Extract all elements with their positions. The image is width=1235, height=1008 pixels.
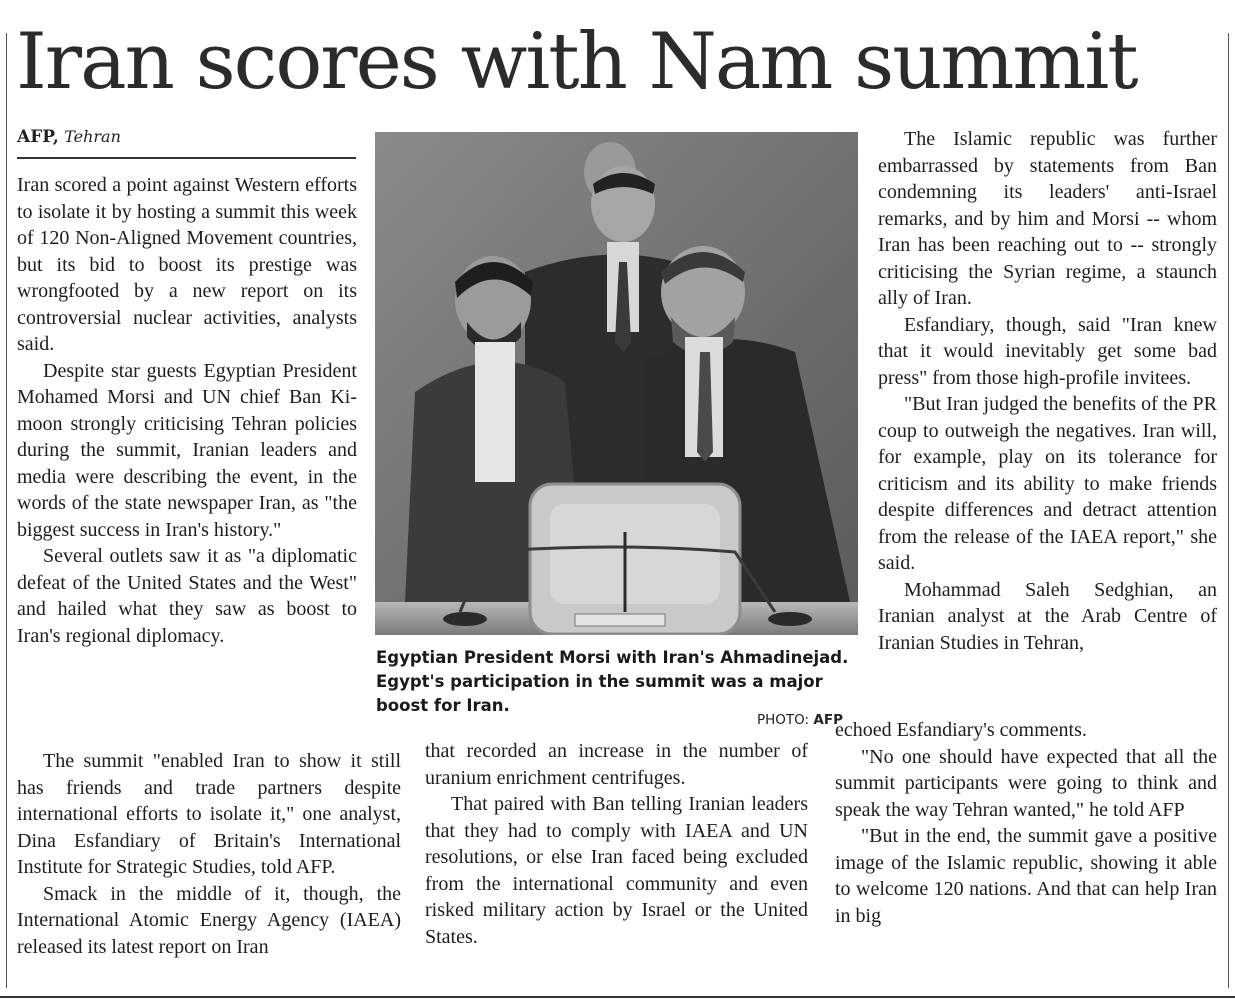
article-paragraph: echoed Esfandiary's comments. (835, 719, 1087, 741)
photo-credit-source: AFP (813, 712, 843, 728)
photo-illustration (375, 132, 858, 635)
article-paragraph: Esfandiary, though, said "Iran knew that it would inevitably get some bad press" from those high-profile invitees. (878, 313, 1217, 389)
article-paragraph: Several outlets saw it as "a diplomatic defeat of the United States and the West" and hailed what they saw as boost to Iran's regional diplomacy. (17, 545, 357, 647)
article-column-3-lower (835, 717, 1217, 929)
article-column-1-lower (17, 748, 401, 960)
byline (17, 127, 121, 147)
photo-caption: Egyptian President Morsi with Iran's Ahmadinejad. Egypt's participation in the summit was a major boost for Iran. (376, 648, 849, 715)
article-paragraph: That paired with Ban telling Iranian leaders that they had to comply with IAEA and UN resolutions, or else Iran faced being excluded from the international community and even risked military action by Israel or the United States. (425, 793, 808, 948)
article-paragraph: Mohammad Saleh Sedghian, an Iranian analyst at the Arab Centre of Iranian Studies in Tehran, (878, 578, 1217, 654)
left-column-rule (6, 33, 7, 988)
article-paragraph: that recorded an increase in the number of uranium enrichment centrifuges. (425, 740, 808, 789)
byline-rule (17, 157, 356, 159)
article-paragraph: Despite star guests Egyptian President Mohamed Morsi and UN chief Ban Ki-moon strongly criticising Tehran policies during the summit, Iranian leaders and media were describing the event, in the words of the state newspaper Iran, as "the biggest success in Iran's history." (17, 359, 357, 541)
bottom-rule (0, 996, 1235, 998)
article-column-1 (17, 172, 357, 649)
article-paragraph: Iran scored a point against Western efforts to isolate it by hosting a summit this week of 120 Non-Aligned Movement countries, but its bid to boost its prestige was wrongfooted by a new report on its controversial nuclear activities, analysts said. (17, 174, 357, 355)
article-paragraph: "But in the end, the summit gave a positive image of the Islamic republic, showing it able to welcome 120 nations. And that can help Iran in big (835, 825, 1217, 927)
news-photo (375, 132, 858, 635)
article-paragraph: Smack in the middle of it, though, the International Atomic Energy Agency (IAEA) released its latest report on Iran (17, 882, 401, 958)
right-column-rule (1228, 33, 1229, 988)
article-paragraph: The Islamic republic was further embarrassed by statements from Ban condemning its leaders' anti-Israel remarks, and by him and Morsi -- whom Iran has been reaching out to -- strongly criticising the Syrian regime, a staunch ally of Iran. (878, 128, 1217, 309)
article-paragraph: The summit "enabled Iran to show it still has friends and trade partners despite international efforts to isolate it," one analyst, Dina Esfandiary of Britain's International Institute for Strategic Studies, told AFP. (17, 750, 401, 878)
photo-credit (757, 712, 843, 728)
article-paragraph: "But Iran judged the benefits of the PR coup to outweigh the negatives. Iran will, for example, play on its tolerance for criticism and its ability to make friends despite differences and detract attention from the release of the IAEA report," she said. (878, 393, 1217, 574)
photo-credit-label: PHOTO: (757, 712, 810, 728)
byline-agency: AFP, (17, 127, 59, 147)
article-column-3 (878, 126, 1217, 656)
article-paragraph: "No one should have expected that all the summit participants were going to think and speak the way Tehran wanted," he told AFP (835, 745, 1217, 821)
headline: Iran scores with Nam summit (16, 17, 1137, 107)
article-column-2 (425, 738, 808, 950)
byline-place: Tehran (64, 127, 121, 146)
